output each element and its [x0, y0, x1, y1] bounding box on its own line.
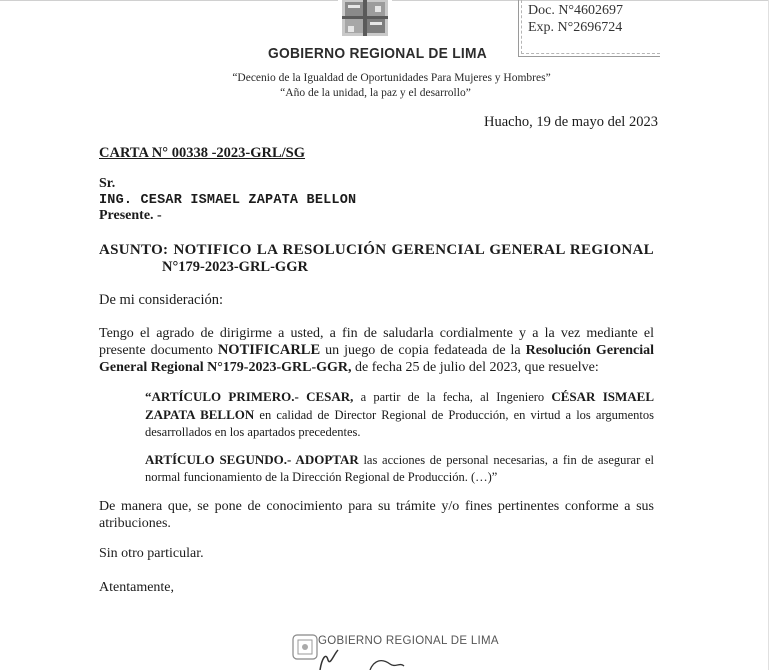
seal-institution-text: GOBIERNO REGIONAL DE LIMA [318, 635, 499, 647]
asunto-line-2: N°179-2023-GRL-GGR [162, 259, 308, 275]
letter-date: Huacho, 19 de mayo del 2023 [484, 114, 658, 130]
signature-mark [300, 640, 430, 670]
greeting: De mi consideración: [99, 292, 224, 308]
motto-line-2: “Año de la unidad, la paz y el desarrollo” [280, 87, 471, 99]
quote-articulo-segundo: ARTÍCULO SEGUNDO.- ADOPTAR las acciones de personal necesarias, a fin de asegurar el normal funcionamiento de la Dirección Regional de Producción. (…)” [145, 452, 654, 484]
atentamente: Atentamente, [99, 580, 175, 595]
paragraph-notification: Tengo el agrado de dirigirme a usted, a fin de saludarla cordialmente y a la vez mediante el presente documento NOTIFICARLE un juego de copia fedateada de la Resolución Gerencial General Regional N°179-2023-GRL-GGR, de fecha 25 de julio del 2023, que resuelve: [99, 326, 654, 375]
quote-articulo-primero: “ARTÍCULO PRIMERO.- CESAR, a partir de la fecha, al Ingeniero CÉSAR ISMAEL ZAPATA BELLON en calidad de Director Regional de Producción, en virtud a los argumentos desarrollados en los apartados precedentes. [145, 389, 654, 439]
recipient-presente: Presente. - [99, 208, 162, 223]
stamp-doc-number: Doc. N°4602697 [528, 3, 624, 18]
recipient-name: ING. CESAR ISMAEL ZAPATA BELLON [99, 193, 357, 208]
sin-otro-particular: Sin otro particular. [99, 546, 204, 561]
motto-line-1: “Decenio de la Igualdad de Oportunidades Para Mujeres y Hombres” [232, 72, 551, 84]
stamp-exp-number: Exp. N°2696724 [528, 20, 623, 35]
asunto-line-1: ASUNTO: NOTIFICO LA RESOLUCIÓN GERENCIAL GENERAL REGIONAL [99, 242, 654, 258]
coat-of-arms-logo [338, 0, 392, 40]
institution-name: GOBIERNO REGIONAL DE LIMA [268, 45, 488, 62]
carta-reference: CARTA N° 00338 -2023-GRL/SG [99, 145, 306, 161]
recipient-salutation: Sr. [99, 176, 116, 191]
paragraph-closing: De manera que, se pone de conocimiento para su trámite y/o fines pertinentes conforme a sus atribuciones. [99, 499, 654, 531]
